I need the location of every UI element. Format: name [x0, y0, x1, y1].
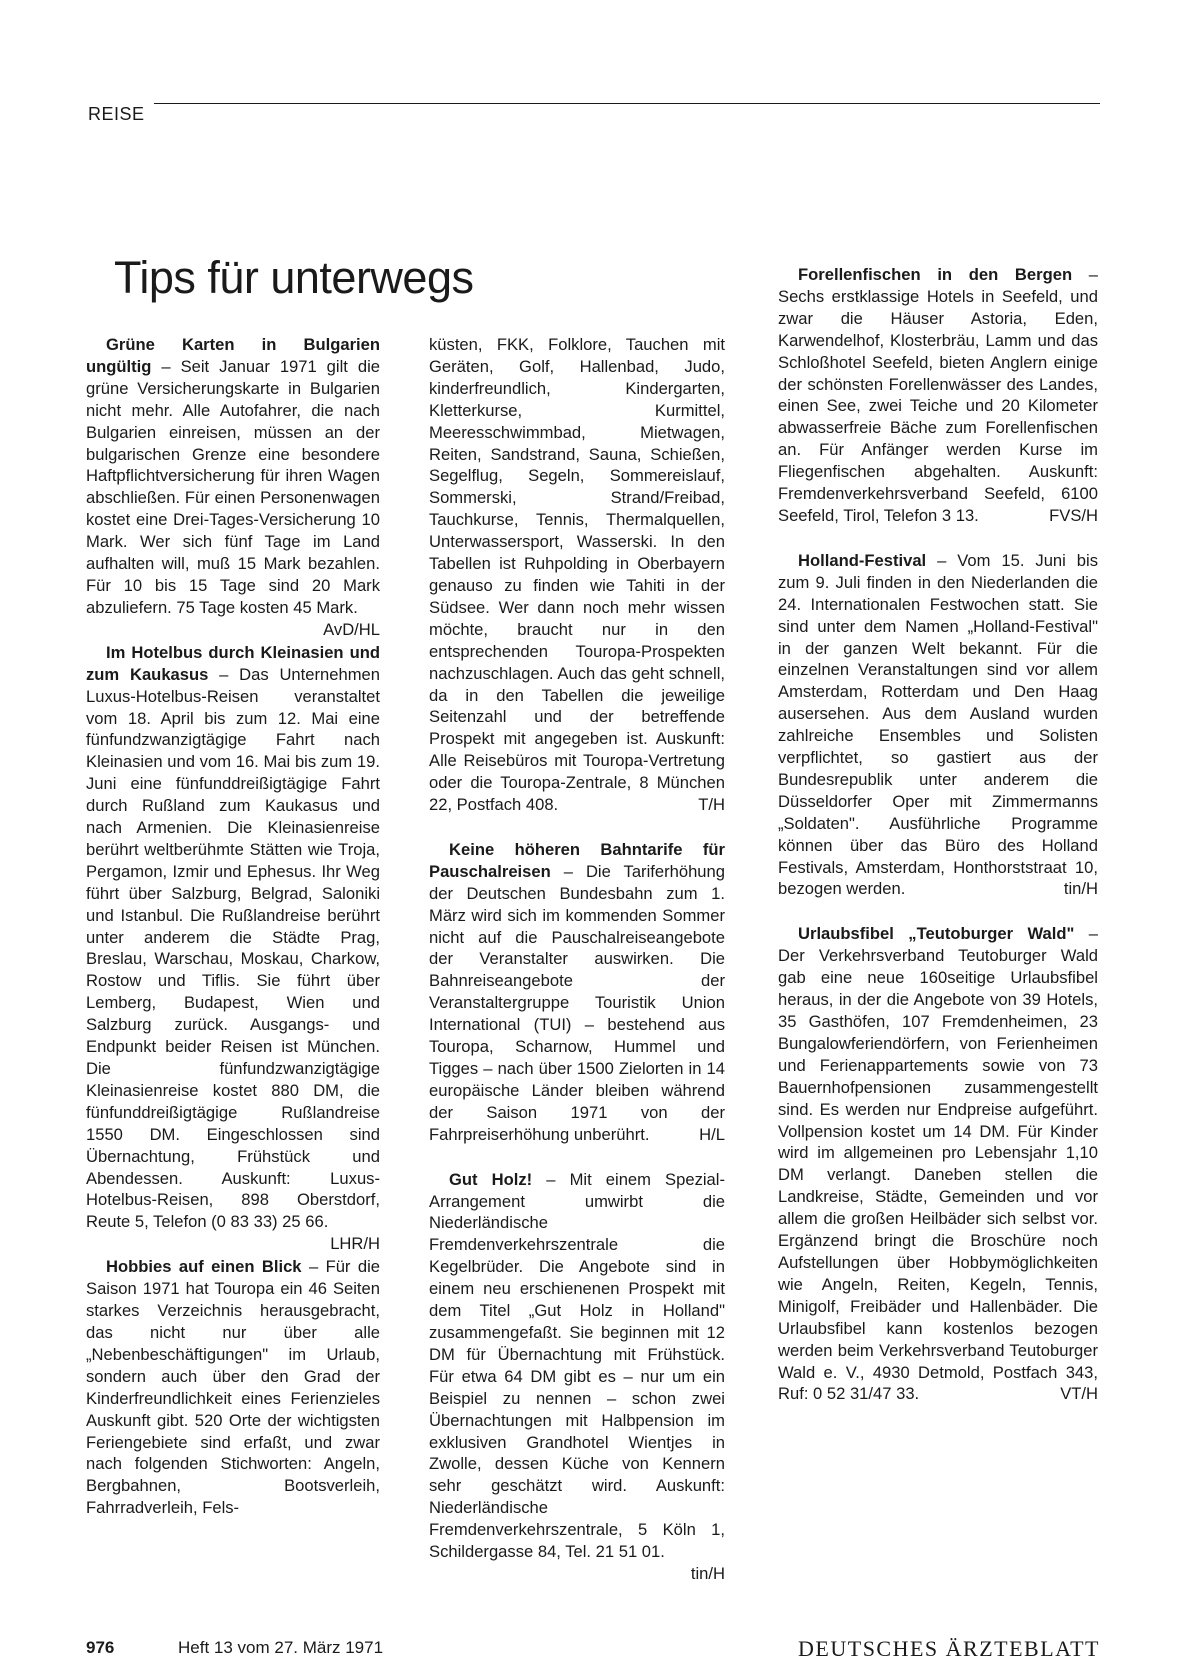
article-heading: Hobbies auf einen Blick: [106, 1257, 302, 1277]
article-urlaubsfibel: [778, 923, 1098, 1405]
article-heading: Im Hotelbus durch Kleinasien und zum Kaukasus: [86, 642, 380, 684]
article-festival: [778, 550, 1098, 901]
article-signature: FVS/H: [1049, 505, 1098, 525]
article-heading: Urlaubsfibel „Teutoburger Wald": [798, 924, 1075, 944]
article-body: – Vom 15. Juni bis zum 9. Juli finden in den Niederlanden die 24. Internationalen Festwochen statt. Sie sind unter dem Namen „Holland-Festival" in der ganzen Welt bekannt. Für die einzelnen Veranstaltungen sind vor allem Amsterdam, Rotterdam und Den Haag ausersehen. Aus dem Ausland wurden zahlreiche Ensembles und Solisten verpflichtet, so gastiert aus der Bundesrepublik unter anderem die Düsseldorfer Oper mit Zimmermanns „Soldaten". Ausführliche Programme können über das Büro des Holland Festivals, Amsterdam, Honthorststraat 10, bezogen werden.: [778, 550, 1098, 899]
article-hobbies-continued: [429, 334, 725, 816]
article-signature: VT/H: [1060, 1384, 1098, 1404]
article-signature: LHR/H: [330, 1234, 380, 1254]
article-heading: Keine höheren Bahntarife für Pauschalreisen: [429, 839, 725, 881]
article-body: – Das Unternehmen Luxus-Hotelbus-Reisen veranstaltet vom 18. April bis zum 12. Mai eine fünfundzwanzigtägige Fahrt nach Kleinasien und vom 16. Mai bis zum 19. Juni eine fünfunddreißigtägige Fahrt durch Rußland zum Kaukasus und nach Armenien. Die Kleinasienreise berührt weltberühmte Stätten wie Troja, Pergamon, Izmir und Ephesus. Ihr Weg führt über Salzburg, Belgrad, Saloniki und Istanbul. Die Rußlandreise berührt unter anderem die Städte Prag, Breslau, Warschau, Moskau, Charkow, Rostow und Tiflis. Sie führt über Lemberg, Budapest, Wien und Salzburg zurück. Ausgangs- und Endpunkt beider Reisen ist München. Die fünfundzwanzigtägige Kleinasienreise kostet 880 DM, die fünfunddreißigtägige Rußlandreise 1550 DM. Eingeschlossen sind Übernachtung, Frühstück und Abendessen. Auskunft: Luxus-Hotelbus-Reisen, 898 Oberstdorf, Reute 5, Telefon (0 83 33) 25 66.: [86, 664, 380, 1232]
column-2: [429, 334, 725, 1586]
article-body: küsten, FKK, Folklore, Tauchen mit Geräten, Golf, Hallenbad, Judo, kinderfreundlich, Kindergarten, Kletterkurse, Kurmittel, Meeresschwimmbad, Mietwagen, Reiten, Sandstrand, Sauna, Schießen, Segelflug, Segeln, Sommereislauf, Sommerski, Strand/Freibad, Tauchkurse, Tennis, Thermalquellen, Unterwassersport, Wasserski. In den Tabellen ist Ruhpolding in Oberbayern genauso zu finden wie Tahiti in der Südsee. Wer dann noch mehr wissen möchte, braucht nur in den entsprechenden Touropa-Prospekten nachzuschlagen. Auch das geht schnell, da in den Tabellen die jeweilige Seitenzahl und der betreffende Prospekt mit angegeben ist. Auskunft: Alle Reisebüros mit Touropa-Vertretung oder die Touropa-Zentrale, 8 München 22, Postfach 408.: [429, 335, 725, 815]
article-body: – Sechs erstklassige Hotels in Seefeld, und zwar die Häuser Astoria, Eden, Karwendelhof, Klosterbräu, Lamm und das Schloßhotel Seefeld, bieten Anglern einige der schönsten Forellenwässer des Landes, einen See, zwei Teiche und 20 Kilometer abwasserfreie Bäche zum Forellenfischen an. Für Anfänger werden Kurse im Fliegenfischen abgehalten. Auskunft: Fremdenverkehrsverband Seefeld, 6100 Seefeld, Tirol, Telefon 3 13.: [778, 265, 1098, 525]
article-heading: Gut Holz!: [449, 1169, 533, 1189]
article-forellen: [778, 264, 1098, 527]
article-body: – Für die Saison 1971 hat Touropa ein 46 Seiten starkes Verzeichnis herausgebracht, das nicht nur über alle „Nebenbeschäftigungen" im Urlaub, sondern auch über den Grad der Kinderfreundlichkeit eines Ferienzieles Auskunft gibt. 520 Orte der wichtigsten Feriengebiete sind erfaßt, und zwar nach folgenden Stichworten: Angeln, Bergbahnen, Bootsverleih, Fahrradverleih, Fels-: [86, 1257, 380, 1518]
article-heading: Holland-Festival: [798, 550, 927, 570]
issue-info: Heft 13 vom 27. März 1971: [178, 1638, 384, 1657]
publication-name: DEUTSCHES ÄRZTEBLATT: [798, 1636, 1100, 1661]
column-1: [86, 334, 380, 1542]
article-signature: tin/H: [1063, 879, 1098, 899]
article-heading: Forellenfischen in den Bergen: [798, 265, 1073, 284]
article-bulgarien: [86, 334, 380, 639]
article-bahntarife: [429, 839, 725, 1146]
page-number: 976: [86, 1638, 115, 1657]
article-body: – Seit Januar 1971 gilt die grüne Versicherungskarte in Bulgarien nicht mehr. Alle Autofahrer, die nach Bulgarien einreisen, müssen an der bulgarischen Grenze eine besondere Haftpflichtversicherung für ihren Wagen abschließen. Für einen Personenwagen kostet eine Drei-Tages-Versicherung 10 Mark. Wer sich fünf Tage im Land aufhalten will, muß 15 Mark bezahlen. Für 10 bis 15 Tage sind 20 Mark abzuliefern. 75 Tage kosten 45 Mark.: [86, 356, 380, 617]
article-signature: AvD/HL: [323, 619, 380, 639]
page-title: Tips für unterwegs: [114, 252, 474, 303]
article-signature: T/H: [698, 795, 725, 815]
article-hobbies: [86, 1256, 380, 1519]
article-signature: tin/H: [690, 1563, 725, 1583]
column-3: [778, 264, 1098, 1428]
section-label: REISE: [88, 104, 145, 124]
article-gutholz: [429, 1169, 726, 1583]
article-heading: Grüne Karten in Bulgarien ungültig: [86, 335, 380, 376]
article-body: – Die Tariferhöhung der Deutschen Bundesbahn zum 1. März wird sich im kommenden Sommer nicht auf die Pauschalreiseangebote der Veranstalter auswirken. Die Bahnreiseangebote der Veranstaltergruppe Touristik Union International (TUI) – bestehend aus Touropa, Scharnow, Hummel und Tigges – nach über 1500 Zielorten in 14 europäische Länder bleiben während der Saison 1971 von der Fahrpreiserhöhung unberührt.: [429, 861, 725, 1144]
article-body: – Der Verkehrsverband Teutoburger Wald gab eine neue 160seitige Urlaubsfibel heraus, in der die Angebote von 39 Hotels, 35 Gasthöfen, 107 Fremdenheimen, 23 Bungalowferiendörfern, von Ferienheimen und Ferienappartements sowie von 73 Bauernhofpensionen zusammengestellt sind. Es werden nur Endpreise aufgeführt. Vollpension kostet um 14 DM. Für Kinder wird im allgemeinen pro Lebensjahr 1,10 DM verlangt. Daneben stellen die Landkreise, Städte, Gemeinden und vor allem die großen Heilbäder sich selbst vor. Ergänzend bringt die Broschüre noch Aufstellungen über Hobbymöglichkeiten wie Angeln, Reiten, Kegeln, Tennis, Minigolf, Freibäder und Hallenbäder. Die Urlaubsfibel kann kostenlos bezogen werden beim Verkehrsverband Teutoburger Wald e. V., 4930 Detmold, Postfach 343, Ruf: 0 52 31/47 33.: [778, 924, 1099, 1404]
article-signature: H/L: [699, 1124, 725, 1144]
article-body: – Mit einem Spezial-Arrangement umwirbt die Niederländische Fremdenverkehrszentrale die Kegelbrüder. Die Angebote sind in einem neu erschienenen Prospekt mit dem Titel „Gut Holz in Holland" zusammengefaßt. Sie beginnen mit 12 DM für Übernachtung mit Frühstück. Für etwa 64 DM gibt es – nur um ein Beispiel zu nennen – schon zwei Übernachtungen mit Halbpension im exklusiven Grandhotel Wientjes in Zwolle, dessen Küche von Kennern sehr geschätzt wird. Auskunft: Niederländische Fremdenverkehrszentrale, 5 Köln 1, Schildergasse 84, Tel. 21 51 01.: [429, 1169, 726, 1562]
header-rule: [154, 103, 1100, 104]
article-hotelbus: [86, 642, 380, 1254]
